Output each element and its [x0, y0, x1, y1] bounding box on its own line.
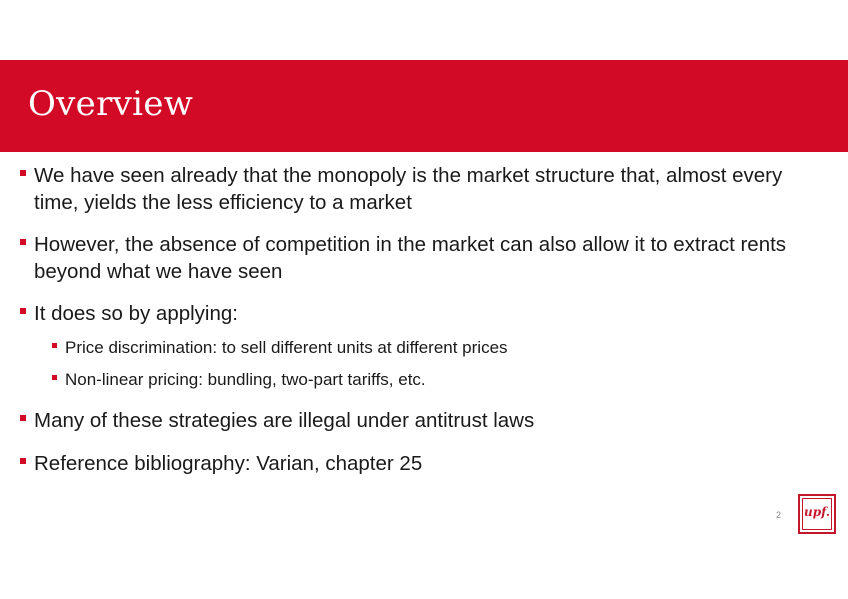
- sub-bullet-marker-icon: [52, 375, 57, 380]
- sub-bullet-text: Price discrimination: to sell different units at different prices: [65, 338, 508, 357]
- upf-logo: [798, 494, 836, 534]
- logo-text: upf.: [803, 505, 831, 519]
- page-number: 2: [776, 510, 782, 520]
- bullet-text: However, the absence of competition in the market can also allow it to extract rents beyond what we have seen: [34, 233, 787, 283]
- bullet-text: Many of these strategies are illegal under antitrust laws: [34, 409, 535, 432]
- bullet-text: We have seen already that the monopoly is the market structure that, almost every time, yields the less efficiency to a market: [34, 164, 783, 214]
- slide-title: Overview: [28, 84, 194, 124]
- bullet-marker-icon: [20, 415, 26, 421]
- bullet-marker-icon: [20, 170, 26, 176]
- bullet-text: It does so by applying:: [34, 302, 238, 325]
- sub-bullet-marker-icon: [52, 343, 57, 348]
- sub-bullet-text: Non-linear pricing: bundling, two-part tariffs, etc.: [65, 370, 426, 389]
- bullet-marker-icon: [20, 458, 26, 464]
- bullet-text: Reference bibliography: Varian, chapter 25: [34, 452, 423, 475]
- bullet-marker-icon: [20, 239, 26, 245]
- bullet-marker-icon: [20, 308, 26, 314]
